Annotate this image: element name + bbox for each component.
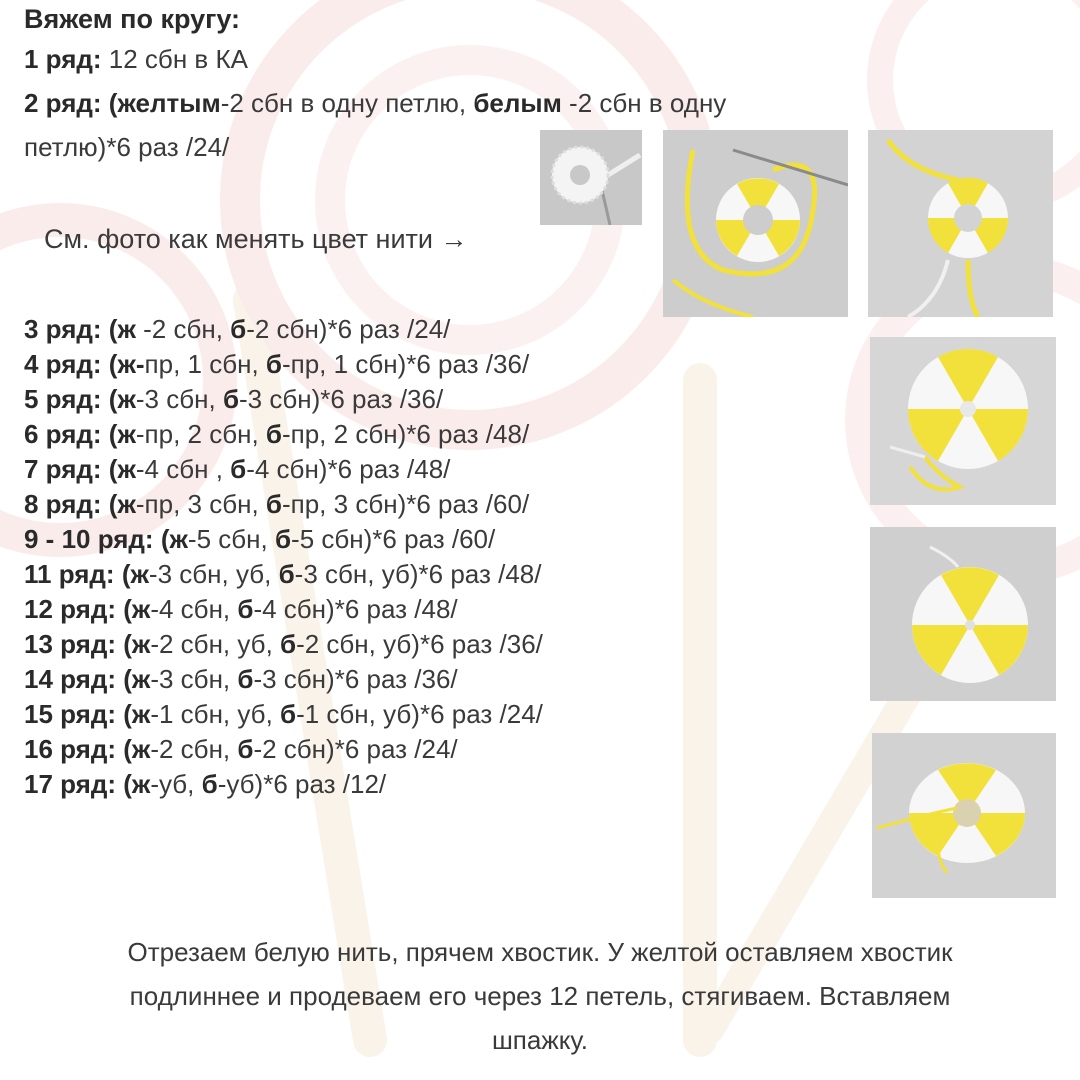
white-color-abbr: б (237, 594, 254, 624)
row-text: -пр, 2 сбн)*6 раз /48/ (281, 419, 530, 449)
row-text: ( (116, 594, 132, 624)
photo-finished-disc (870, 527, 1056, 701)
photo-closing-disc (872, 733, 1056, 898)
pattern-row (24, 592, 543, 627)
photo-swirl-disc (870, 337, 1056, 505)
photo-color-change-ring (868, 130, 1053, 317)
see-photo-note: См. фото как менять цвет нити → (44, 224, 468, 254)
row-text: -5 сбн, (187, 524, 275, 554)
row-2-continuation: петлю)*6 раз /24/ (24, 132, 230, 162)
pattern-row (24, 697, 543, 732)
page-title: Вяжем по кругу: (24, 4, 241, 34)
pattern-row (24, 732, 543, 767)
row-text: -4 сбн , (135, 454, 231, 484)
row-text: -пр, 3 сбн, (135, 489, 266, 519)
photo-white-ring (540, 130, 642, 225)
footer-line: шпажку. (491, 1025, 589, 1055)
row-label: 8 ряд: (24, 489, 102, 519)
row-text: -3 сбн)*6 раз /36/ (239, 384, 444, 414)
white-color-abbr: б (230, 314, 247, 344)
white-color-abbr: б (265, 349, 282, 379)
row-text: ( (101, 419, 118, 449)
yellow-color-abbr: ж (117, 314, 136, 344)
pattern-row (24, 487, 543, 522)
row-text: -3 сбн, уб)*6 раз /48/ (294, 559, 542, 589)
photo-color-change-hook (663, 130, 848, 317)
row-2 (24, 86, 726, 120)
row-text: -1 сбн, уб, (150, 699, 281, 729)
row-label: 13 ряд: (24, 629, 117, 659)
row-text: -3 сбн)*6 раз /36/ (253, 664, 458, 694)
row-label: 16 ряд: (24, 734, 117, 764)
white-color-abbr: б (278, 559, 295, 589)
row-label: 9 - 10 ряд: (24, 524, 154, 554)
pattern-row (24, 417, 543, 452)
pattern-row (24, 382, 543, 417)
white-color-abbr: б (280, 629, 297, 659)
row-label: 15 ряд: (24, 699, 117, 729)
white-color-abbr: б (265, 489, 282, 519)
row-text: -5 сбн)*6 раз /60/ (291, 524, 496, 554)
row-text: ( (153, 524, 170, 554)
yellow-color-abbr: ж (169, 524, 188, 554)
row-text: -2 сбн, уб)*6 раз /36/ (296, 629, 543, 659)
row-text: -уб)*6 раз /12/ (217, 769, 387, 799)
white-color-abbr: б (274, 524, 292, 554)
white-color-abbr: б (201, 769, 218, 799)
row-text: ( (101, 314, 118, 344)
row-label: 5 ряд: (24, 384, 102, 414)
row-text: -2 сбн, уб, (150, 629, 281, 659)
row-text: ( (116, 699, 132, 729)
row-label: 1 ряд: (24, 44, 102, 74)
row-text: -4 сбн)*6 раз /48/ (246, 454, 451, 484)
white-color-abbr: б (222, 384, 239, 414)
rows-list (24, 312, 543, 802)
row-text: ( (101, 349, 118, 379)
row-text: -2 сбн, (135, 314, 231, 344)
row-text: -4 сбн, (150, 594, 238, 624)
row-text: -2 сбн в одну (561, 88, 727, 118)
row-text: ( (116, 769, 132, 799)
yellow-color-abbr: ж (131, 664, 151, 694)
row-label: 17 ряд: (24, 769, 117, 799)
row-label: 4 ряд: (24, 349, 102, 379)
yellow-color-abbr: ж (131, 594, 151, 624)
row-label: 7 ряд: (24, 454, 102, 484)
pattern-row (24, 347, 543, 382)
row-text: ( (101, 454, 118, 484)
row-text: -пр, 3 сбн)*6 раз /60/ (281, 489, 530, 519)
row-text: ( (116, 664, 132, 694)
white-color-abbr: б (280, 699, 297, 729)
white-color-abbr: б (265, 419, 282, 449)
row-text: ( (116, 629, 132, 659)
row-label: 12 ряд: (24, 594, 117, 624)
row-text: -4 сбн)*6 раз /48/ (253, 594, 458, 624)
yellow-color-abbr: ж (131, 734, 151, 764)
white-color-word: белым (473, 88, 562, 118)
finishing-instructions (20, 930, 1060, 1062)
row-text: 12 сбн в КА (101, 44, 248, 74)
pattern-row (24, 767, 543, 802)
row-label: 2 ряд: (24, 88, 102, 118)
yellow-color-word: желтым (117, 88, 221, 118)
row-label: 6 ряд: (24, 419, 102, 449)
white-color-abbr: б (230, 454, 247, 484)
pattern-row (24, 312, 543, 347)
row-text: -3 сбн, (135, 384, 223, 414)
row-text: -пр, 2 сбн, (135, 419, 266, 449)
row-text: -3 сбн, уб, (148, 559, 279, 589)
row-text: -2 сбн в одну петлю, (220, 88, 474, 118)
footer-line: подлиннее и продеваем его через 12 петель, стягиваем. Вставляем (129, 981, 951, 1011)
row-open-paren: ( (101, 88, 118, 118)
yellow-color-abbr: ж (117, 489, 136, 519)
pattern-row (24, 557, 543, 592)
row-text: -уб, (150, 769, 202, 799)
yellow-color-abbr: ж (131, 769, 151, 799)
pattern-row (24, 662, 543, 697)
white-color-abbr: б (237, 734, 254, 764)
white-color-abbr: б (237, 664, 254, 694)
yellow-color-abbr: ж (130, 559, 149, 589)
pattern-row (24, 452, 543, 487)
row-text: -пр, 1 сбн)*6 раз /36/ (281, 349, 530, 379)
row-text: пр, 1 сбн, (144, 349, 266, 379)
pattern-row (24, 522, 543, 557)
row-1 (24, 42, 248, 76)
row-text: -1 сбн, уб)*6 раз /24/ (296, 699, 543, 729)
yellow-color-abbr: ж- (117, 349, 145, 379)
yellow-color-abbr: ж (117, 384, 136, 414)
row-text: ( (101, 489, 118, 519)
yellow-color-abbr: ж (131, 629, 151, 659)
yellow-color-abbr: ж (131, 699, 151, 729)
row-label: 11 ряд: (24, 559, 115, 589)
row-text: -2 сбн)*6 раз /24/ (246, 314, 451, 344)
row-label: 3 ряд: (24, 314, 102, 344)
row-text: ( (116, 734, 132, 764)
row-label: 14 ряд: (24, 664, 117, 694)
yellow-color-abbr: ж (117, 454, 136, 484)
footer-line: Отрезаем белую нить, прячем хвостик. У желтой оставляем хвостик (127, 937, 953, 967)
row-text: ( (114, 559, 131, 589)
row-text: -2 сбн, (150, 734, 238, 764)
yellow-color-abbr: ж (117, 419, 136, 449)
row-text: ( (101, 384, 118, 414)
row-text: -2 сбн)*6 раз /24/ (253, 734, 458, 764)
pattern-row (24, 627, 543, 662)
row-text: -3 сбн, (150, 664, 238, 694)
